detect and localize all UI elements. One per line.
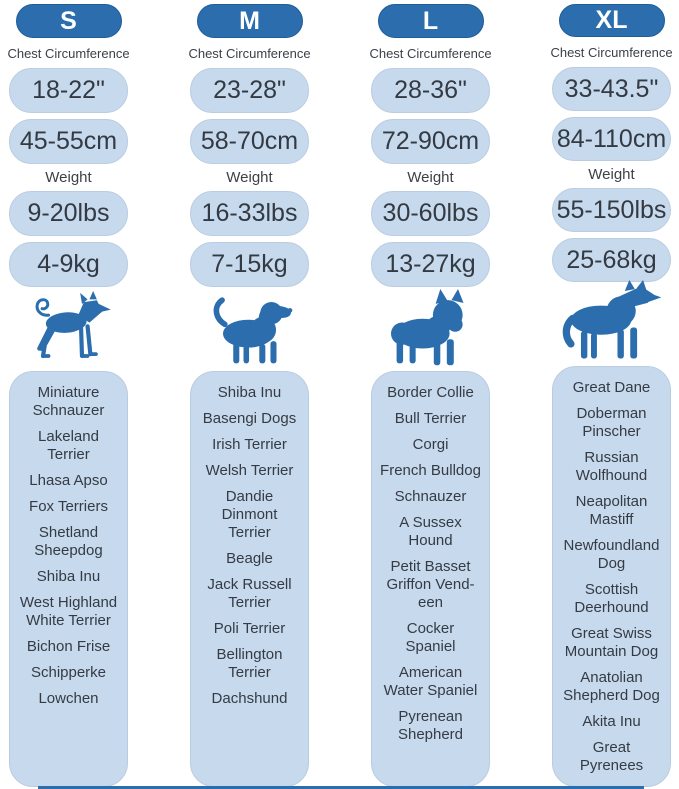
breed-item: Basengi Dogs xyxy=(202,410,297,427)
breed-item: Pyrenean Shepherd xyxy=(397,708,464,743)
size-badge-l xyxy=(378,4,484,38)
chest-circumference-label: Chest Circumference xyxy=(550,45,673,61)
breed-item: Miniature Schnauzer xyxy=(32,384,105,419)
size-badge-m xyxy=(197,4,303,38)
breed-item: Shiba Inu xyxy=(217,384,282,401)
chest-circumference-label: Chest Circumference xyxy=(369,46,492,61)
breed-item: Petit Basset Griffon Vend-een xyxy=(386,558,475,611)
breed-item: Akita Inu xyxy=(582,713,641,731)
weight-kg-value: 13-27kg xyxy=(371,242,490,287)
breed-item: Fox Terriers xyxy=(29,498,108,515)
chest-inches-value: 23-28" xyxy=(190,68,309,113)
breed-item: Poli Terrier xyxy=(213,620,286,637)
breed-item: Shiba Inu xyxy=(36,568,101,585)
size-badge-label: S xyxy=(60,6,77,35)
size-column-m xyxy=(190,0,309,789)
french-bulldog-silhouette-icon xyxy=(371,289,490,369)
weight-lbs-value: 16-33lbs xyxy=(190,191,309,236)
breed-item: Schnauzer xyxy=(394,488,467,505)
breed-item: Lhasa Apso xyxy=(29,472,108,489)
breed-list-xl xyxy=(552,366,671,787)
breed-item: Great Dane xyxy=(572,379,651,397)
weight-label: Weight xyxy=(588,166,635,184)
chest-cm-value: 72-90cm xyxy=(371,119,490,164)
breed-item: Beagle xyxy=(226,550,273,567)
chest-inches-value: 18-22" xyxy=(9,68,128,113)
breed-item: Cocker Spaniel xyxy=(405,620,456,655)
breed-list-l xyxy=(371,371,490,787)
chest-cm-value: 45-55cm xyxy=(9,119,128,164)
weight-kg-value: 7-15kg xyxy=(190,242,309,287)
breed-item: Welsh Terrier xyxy=(205,462,294,479)
breed-item: Irish Terrier xyxy=(212,436,287,453)
weight-kg-value: 4-9kg xyxy=(9,242,128,287)
size-badge-label: L xyxy=(422,6,439,35)
size-column-s xyxy=(9,0,128,789)
breed-item: Bull Terrier xyxy=(394,410,467,427)
breed-item: Shetland Sheepdog xyxy=(34,524,103,559)
breed-item: West Highland White Terrier xyxy=(19,594,118,629)
breed-item: American Water Spaniel xyxy=(383,664,478,699)
breed-item: Russian Wolfhound xyxy=(575,449,648,485)
breed-item: Schipperke xyxy=(30,664,107,681)
weight-lbs-value: 55-150lbs xyxy=(552,188,671,232)
weight-lbs-value: 30-60lbs xyxy=(371,191,490,236)
breed-item: Doberman Pinscher xyxy=(576,405,647,441)
breed-item: Lakeland Terrier xyxy=(38,428,99,463)
chest-cm-value: 84-110cm xyxy=(552,117,671,161)
weight-label: Weight xyxy=(226,169,273,186)
miniature-pinscher-silhouette-icon xyxy=(9,289,128,369)
breed-item: Dachshund xyxy=(211,690,288,707)
size-badge-s xyxy=(16,4,122,38)
breed-list-s xyxy=(9,371,128,787)
breed-item: Lowchen xyxy=(38,690,99,707)
breed-item: Newfoundland Dog xyxy=(563,537,660,573)
weight-lbs-value: 9-20lbs xyxy=(9,191,128,236)
breed-item: A Sussex Hound xyxy=(399,514,462,549)
breed-list-m xyxy=(190,371,309,787)
breed-item: Dandie Dinmont Terrier xyxy=(221,488,278,541)
breed-item: Neapolitan Mastiff xyxy=(575,493,648,529)
husky-silhouette-icon xyxy=(552,284,671,364)
chest-inches-value: 28-36" xyxy=(371,68,490,113)
breed-item: Scottish Deerhound xyxy=(574,581,649,617)
breed-item: Jack Russell Terrier xyxy=(207,576,292,611)
size-column-xl xyxy=(552,0,671,789)
breed-item: Border Collie xyxy=(387,384,474,401)
size-badge-label: M xyxy=(239,6,260,35)
chest-inches-value: 33-43.5" xyxy=(552,67,671,111)
size-column-l xyxy=(371,0,490,789)
breed-item: Corgi xyxy=(412,436,449,453)
breed-item: Bellington Terrier xyxy=(216,646,283,681)
breed-item: French Bulldog xyxy=(380,462,481,479)
breed-item: Bichon Frise xyxy=(26,638,111,655)
chest-cm-value: 58-70cm xyxy=(190,119,309,164)
size-badge-label: XL xyxy=(595,6,628,35)
chest-circumference-label: Chest Circumference xyxy=(7,46,130,61)
breed-item: Great Pyrenees xyxy=(579,739,644,775)
breed-item: Anatolian Shepherd Dog xyxy=(563,669,660,705)
chest-circumference-label: Chest Circumference xyxy=(188,46,311,61)
size-badge-xl xyxy=(559,4,665,37)
weight-label: Weight xyxy=(45,169,92,186)
weight-label: Weight xyxy=(407,169,454,186)
weight-kg-value: 25-68kg xyxy=(552,238,671,282)
breed-item: Great Swiss Mountain Dog xyxy=(564,625,659,661)
beagle-silhouette-icon xyxy=(190,289,309,369)
